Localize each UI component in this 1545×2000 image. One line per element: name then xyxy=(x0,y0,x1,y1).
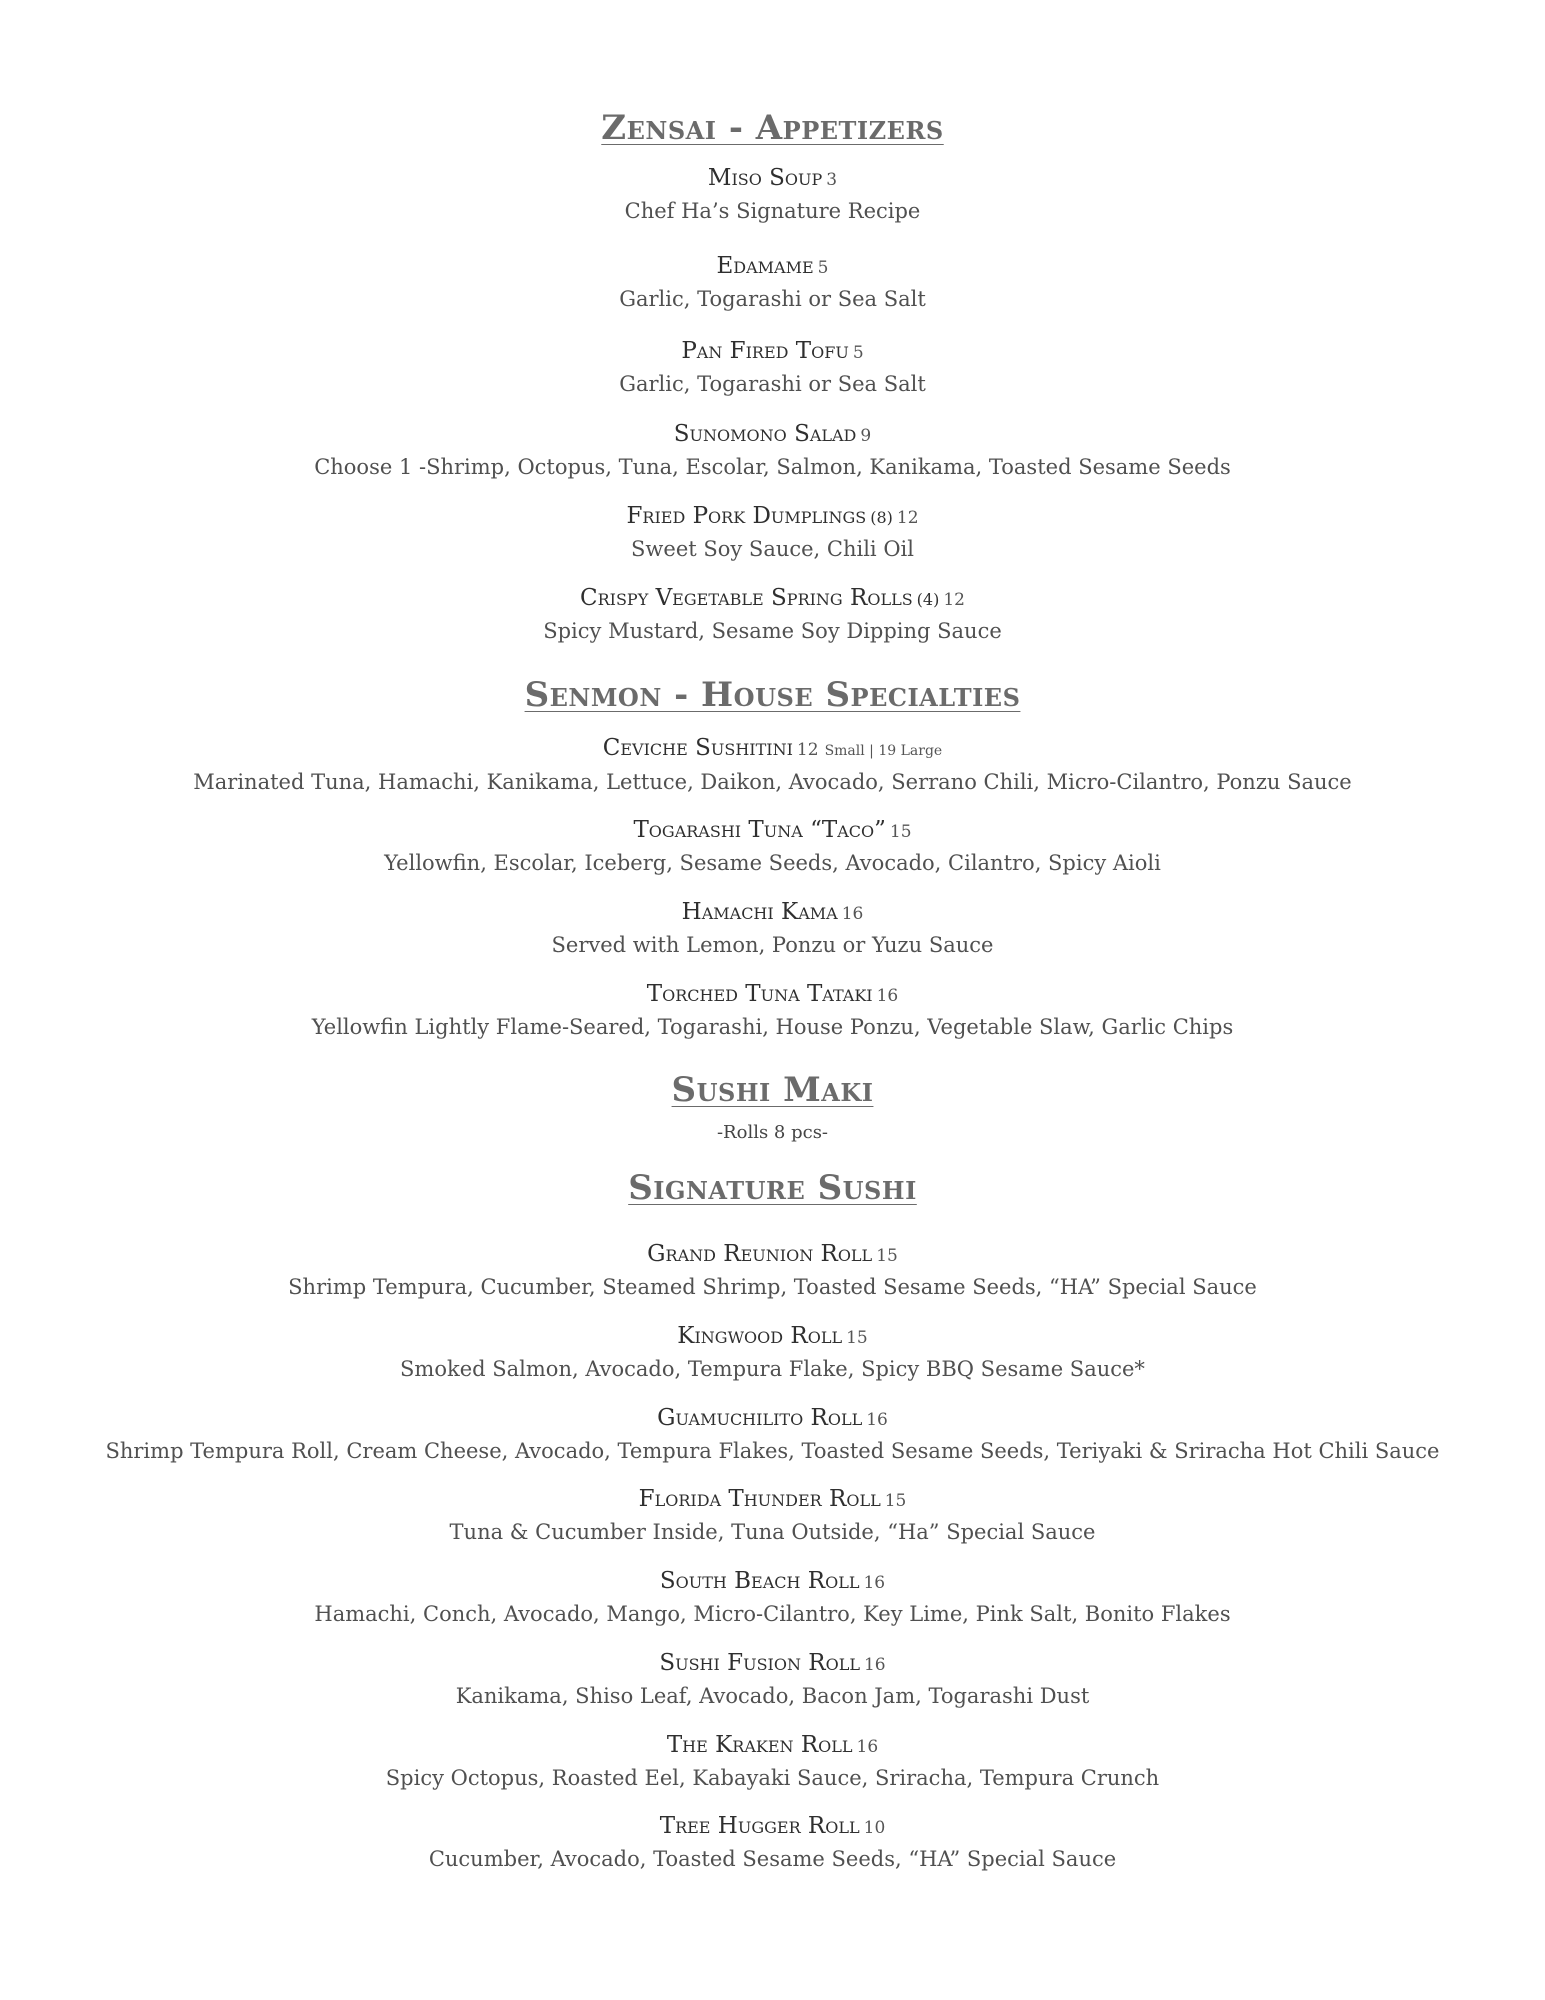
menu-item-heading xyxy=(0,896,1545,930)
menu-item xyxy=(0,732,1545,797)
menu-item xyxy=(0,162,1545,226)
menu-item xyxy=(0,896,1545,960)
rolls-count-note: -Rolls 8 pcs- xyxy=(716,1122,829,1143)
menu-item-heading xyxy=(0,250,1545,284)
menu-item-size-note: Small | 19 Large xyxy=(824,743,943,759)
menu-item-description: Tuna & Cucumber Inside, Tuna Outside, “Ha” Special Sauce xyxy=(449,1520,1096,1544)
menu-item-price: 15 xyxy=(884,1491,907,1511)
menu-item-description: Shrimp Tempura, Cucumber, Steamed Shrimp, Toasted Sesame Seeds, “HA” Special Sauce xyxy=(288,1275,1257,1299)
menu-item-quantity: (8) xyxy=(870,508,893,527)
menu-item-heading xyxy=(0,1565,1545,1599)
menu-item-name: Sushi Fusion Roll xyxy=(659,1650,860,1676)
menu-item-description: Sweet Soy Sauce, Chili Oil xyxy=(631,537,914,561)
menu-item-description: Garlic, Togarashi or Sea Salt xyxy=(619,372,926,396)
menu-item-price: 12 xyxy=(943,590,965,610)
menu-item xyxy=(0,1402,1545,1466)
menu-item-name: Hamachi Kama xyxy=(681,899,838,925)
menu-item-description: Cucumber, Avocado, Toasted Sesame Seeds, “HA” Special Sauce xyxy=(428,1847,1117,1871)
menu-item-price: 5 xyxy=(817,258,829,278)
menu-item-heading xyxy=(0,1483,1545,1517)
menu-item-price: 15 xyxy=(846,1328,868,1348)
menu-item-heading xyxy=(0,814,1545,848)
menu-item-description: Smoked Salmon, Avocado, Tempura Flake, Spicy BBQ Sesame Sauce* xyxy=(400,1357,1145,1381)
menu-item-price: 16 xyxy=(856,1737,879,1757)
section-title-signature-sushi: Signature Sushi xyxy=(628,1168,917,1208)
menu-item-name: Sunomono Salad xyxy=(673,421,857,447)
menu-item-name: Grand Reunion Roll xyxy=(647,1241,873,1267)
menu-item xyxy=(0,1729,1545,1793)
menu-item-quantity: (4) xyxy=(916,590,940,609)
menu-item-name: Kingwood Roll xyxy=(677,1323,843,1349)
menu-item-name: Ceviche Sushitini xyxy=(602,735,793,761)
menu-item-price: 9 xyxy=(860,426,872,446)
menu-item-description: Spicy Octopus, Roasted Eel, Kabayaki Sauce, Sriracha, Tempura Crunch xyxy=(385,1766,1160,1790)
menu-item-heading xyxy=(0,582,1545,616)
menu-item-price: 5 xyxy=(852,343,864,363)
menu-item-description: Yellowfin, Escolar, Iceberg, Sesame Seeds, Avocado, Cilantro, Spicy Aioli xyxy=(384,851,1161,875)
menu-item-description: Marinated Tuna, Hamachi, Kanikama, Lettuce, Daikon, Avocado, Serrano Chili, Micro-Cilantro, Ponzu Sauce xyxy=(193,770,1352,794)
menu-item xyxy=(0,1238,1545,1302)
menu-item-price: 16 xyxy=(876,986,899,1006)
menu-item-name: Tree Hugger Roll xyxy=(659,1813,860,1839)
menu-item-name: Fried Pork Dumplings xyxy=(626,503,867,529)
menu-item-price: 15 xyxy=(889,822,912,842)
menu-item-name: Togarashi Tuna “Taco” xyxy=(633,817,886,843)
menu-item-price: 16 xyxy=(841,904,864,924)
menu-item xyxy=(0,500,1545,564)
menu-item xyxy=(0,1647,1545,1711)
menu-item xyxy=(0,1565,1545,1629)
menu-item-name: Florida Thunder Roll xyxy=(638,1486,881,1512)
menu-item-description: Served with Lemon, Ponzu or Yuzu Sauce xyxy=(551,933,994,957)
menu-item-name: Miso Soup xyxy=(707,165,823,191)
menu-item-heading xyxy=(0,162,1545,196)
menu-item-price: 12 xyxy=(896,508,919,528)
menu-item-description: Kanikama, Shiso Leaf, Avocado, Bacon Jam, Togarashi Dust xyxy=(455,1684,1090,1708)
menu-item-description: Choose 1 -Shrimp, Octopus, Tuna, Escolar, Salmon, Kanikama, Toasted Sesame Seeds xyxy=(314,455,1231,479)
menu-item-price: 16 xyxy=(866,1410,888,1430)
menu-item xyxy=(0,250,1545,314)
menu-item-heading xyxy=(0,335,1545,369)
menu-item-description: Yellowfin Lightly Flame-Seared, Togarashi, House Ponzu, Vegetable Slaw, Garlic Chips xyxy=(311,1015,1234,1039)
menu-item-name: Guamuchilito Roll xyxy=(657,1405,863,1431)
menu-item-name: South Beach Roll xyxy=(659,1568,860,1594)
section-title-senmon: Senmon - House Specialties xyxy=(524,675,1021,715)
menu-item xyxy=(0,418,1545,482)
menu-item-description: Garlic, Togarashi or Sea Salt xyxy=(619,287,926,311)
menu-item-heading xyxy=(0,1238,1545,1272)
menu-item-heading xyxy=(0,418,1545,452)
menu-item-heading xyxy=(0,978,1545,1012)
menu-item-name: Crispy Vegetable Spring Rolls xyxy=(580,585,913,611)
menu-item-heading xyxy=(0,1402,1545,1436)
menu-item-name: Pan Fired Tofu xyxy=(681,338,849,364)
menu-item-price: 10 xyxy=(863,1818,886,1838)
menu-item-price: 16 xyxy=(863,1655,886,1675)
menu-item-description: Chef Ha’s Signature Recipe xyxy=(624,199,921,223)
menu-item-description: Hamachi, Conch, Avocado, Mango, Micro-Cilantro, Key Lime, Pink Salt, Bonito Flakes xyxy=(314,1602,1231,1626)
menu-item xyxy=(0,1320,1545,1384)
menu-item-description: Spicy Mustard, Sesame Soy Dipping Sauce xyxy=(543,619,1002,643)
section-title-sushi-maki: Sushi Maki xyxy=(671,1070,874,1110)
menu-item xyxy=(0,1810,1545,1874)
menu-item xyxy=(0,582,1545,646)
menu-item xyxy=(0,978,1545,1042)
menu-item-name: Torched Tuna Tataki xyxy=(646,981,873,1007)
menu-item-heading xyxy=(0,1729,1545,1763)
menu-item-price: 3 xyxy=(826,170,838,190)
menu-item-price: 15 xyxy=(876,1246,898,1266)
menu-item-heading xyxy=(0,1320,1545,1354)
menu-item-description: Shrimp Tempura Roll, Cream Cheese, Avocado, Tempura Flakes, Toasted Sesame Seeds, Teriyaki & Sriracha Hot Chili Sauce xyxy=(105,1439,1440,1463)
menu-item-heading xyxy=(0,1810,1545,1844)
menu-item xyxy=(0,814,1545,878)
menu-item-heading xyxy=(0,500,1545,534)
menu-item-price: 16 xyxy=(863,1573,886,1593)
menu-item-price: 12 xyxy=(796,740,819,760)
menu-item-name: The Kraken Roll xyxy=(666,1732,853,1758)
menu-item-heading xyxy=(0,732,1545,767)
menu-item xyxy=(0,335,1545,399)
menu-item-heading xyxy=(0,1647,1545,1681)
menu-item-name: Edamame xyxy=(716,253,814,279)
menu-item xyxy=(0,1483,1545,1547)
section-title-zensai: Zensai - Appetizers xyxy=(601,108,944,148)
